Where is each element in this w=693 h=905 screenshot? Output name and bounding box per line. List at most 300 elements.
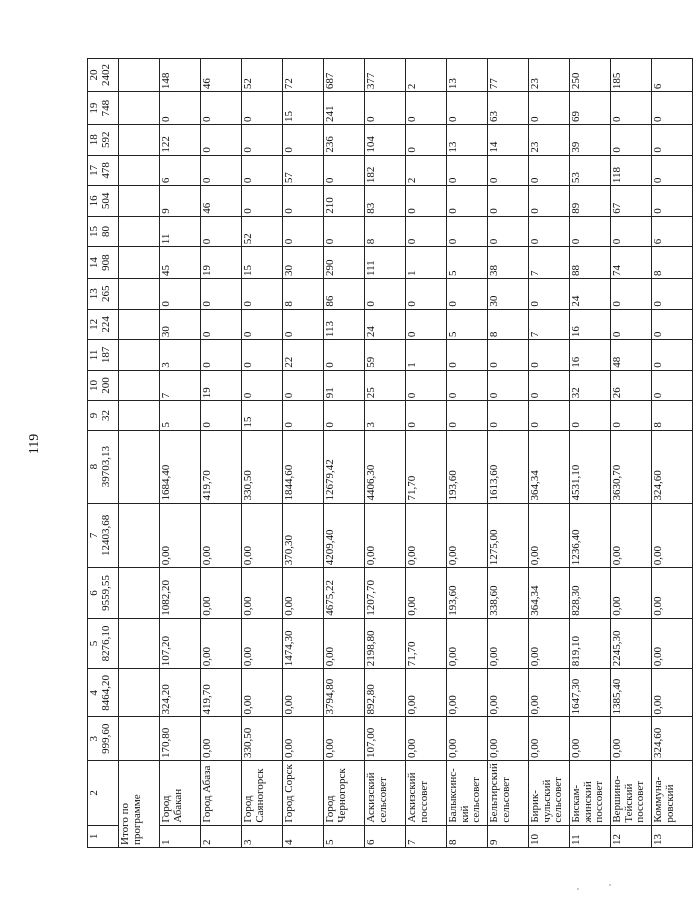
value-cell: 14 [488, 125, 529, 156]
total-cell [119, 59, 160, 92]
value-cell: 193,60 [447, 430, 488, 503]
value-cell: 45 [160, 247, 201, 279]
value-cell: 2245,30 [611, 618, 652, 669]
value-cell: 3794,80 [324, 669, 365, 717]
header-cell: 14 908 [88, 247, 119, 279]
total-cell [119, 186, 160, 217]
value-cell: 15 [242, 247, 283, 279]
row-name: Бирик- чульский сельсовет [529, 761, 570, 826]
scan-speck [577, 888, 579, 890]
page-number: 119 [27, 433, 42, 455]
row-name: Аскизский сельсовет [365, 761, 406, 826]
value-cell: 3630,70 [611, 430, 652, 503]
value-cell: 111 [365, 247, 406, 279]
value-cell: 0 [570, 216, 611, 247]
value-cell: 0,00 [283, 669, 324, 717]
value-cell: 1385,40 [611, 669, 652, 717]
row-number: 11 [570, 825, 611, 847]
value-cell: 330,50 [242, 717, 283, 761]
header-cell: 12 224 [88, 309, 119, 340]
total-cell [119, 92, 160, 125]
value-cell: 0,00 [447, 503, 488, 568]
row-number: 2 [201, 825, 242, 847]
value-cell: 0 [324, 401, 365, 430]
value-cell: 77 [488, 59, 529, 92]
value-cell: 0 [406, 92, 447, 125]
row-name: Город Абаза [201, 761, 242, 826]
value-cell: 687 [324, 59, 365, 92]
value-cell: 8 [488, 309, 529, 340]
value-cell: 377 [365, 59, 406, 92]
value-cell: 8 [652, 401, 693, 430]
value-cell: 290 [324, 247, 365, 279]
value-cell: 7 [529, 309, 570, 340]
value-cell: 69 [570, 92, 611, 125]
value-cell: 38 [488, 247, 529, 279]
value-cell: 15 [283, 92, 324, 125]
table-row [324, 59, 365, 848]
value-cell: 11 [160, 216, 201, 247]
value-cell: 32 [570, 370, 611, 401]
value-cell: 5 [447, 247, 488, 279]
value-cell: 0 [447, 92, 488, 125]
value-cell: 52 [242, 216, 283, 247]
value-cell: 26 [611, 370, 652, 401]
row-number: 13 [652, 825, 693, 847]
value-cell: 0 [611, 309, 652, 340]
value-cell: 24 [365, 309, 406, 340]
header-cell: 7 12403,68 [88, 503, 119, 568]
value-cell: 1844,60 [283, 430, 324, 503]
total-cell [119, 503, 160, 568]
value-cell: 8 [652, 247, 693, 279]
value-cell: 0,00 [201, 503, 242, 568]
value-cell: 1 [406, 247, 447, 279]
value-cell: 0,00 [652, 568, 693, 619]
value-cell: 0,00 [611, 717, 652, 761]
value-cell: 1613,60 [488, 430, 529, 503]
value-cell: 0 [447, 340, 488, 371]
value-cell: 0,00 [611, 503, 652, 568]
value-cell: 0 [529, 340, 570, 371]
value-cell: 0 [201, 309, 242, 340]
header-cell: 4 8464,20 [88, 669, 119, 717]
value-cell: 23 [529, 125, 570, 156]
value-cell: 0,00 [447, 669, 488, 717]
value-cell: 63 [488, 92, 529, 125]
total-cell [119, 370, 160, 401]
value-cell: 250 [570, 59, 611, 92]
header-cell: 9 32 [88, 401, 119, 430]
value-cell: 0,00 [406, 669, 447, 717]
value-cell: 0 [201, 125, 242, 156]
table-row [488, 59, 529, 848]
header-cell: 15 80 [88, 216, 119, 247]
value-cell: 46 [201, 186, 242, 217]
value-cell: 0 [242, 125, 283, 156]
header-row [88, 59, 119, 848]
value-cell: 9 [160, 186, 201, 217]
table-row [447, 59, 488, 848]
header-cell: 11 187 [88, 340, 119, 371]
value-cell: 23 [529, 59, 570, 92]
value-cell: 0,00 [160, 503, 201, 568]
value-cell: 892,80 [365, 669, 406, 717]
value-cell: 0 [283, 125, 324, 156]
value-cell: 0 [242, 155, 283, 186]
scan-speck [609, 884, 611, 886]
value-cell: 0,00 [201, 717, 242, 761]
value-cell: 1207,70 [365, 568, 406, 619]
row-name: Вершино- Тейский поссовет [611, 761, 652, 826]
value-cell: 364,34 [529, 430, 570, 503]
value-cell: 6 [652, 216, 693, 247]
value-cell: 0 [365, 279, 406, 310]
row-number: 1 [160, 825, 201, 847]
value-cell: 19 [201, 370, 242, 401]
value-cell: 4531,10 [570, 430, 611, 503]
value-cell: 0 [652, 186, 693, 217]
total-cell [119, 279, 160, 310]
value-cell: 0 [570, 401, 611, 430]
row-name: Город Абакан [160, 761, 201, 826]
value-cell: 0,00 [529, 717, 570, 761]
value-cell: 210 [324, 186, 365, 217]
value-cell: 0 [201, 155, 242, 186]
value-cell: 59 [365, 340, 406, 371]
value-cell: 0 [529, 155, 570, 186]
value-cell: 0 [406, 125, 447, 156]
value-cell: 0,00 [324, 618, 365, 669]
header-cell: 17 478 [88, 155, 119, 186]
value-cell: 0 [529, 216, 570, 247]
value-cell: 0 [529, 186, 570, 217]
value-cell: 330,50 [242, 430, 283, 503]
value-cell: 67 [611, 186, 652, 217]
value-cell: 0 [324, 216, 365, 247]
table-row [406, 59, 447, 848]
table-row [201, 59, 242, 848]
value-cell: 0 [201, 279, 242, 310]
value-cell: 6 [652, 59, 693, 92]
value-cell: 13 [447, 125, 488, 156]
value-cell: 0 [529, 370, 570, 401]
value-cell: 828,30 [570, 568, 611, 619]
value-cell: 0 [488, 216, 529, 247]
value-cell: 0,00 [242, 669, 283, 717]
value-cell: 0 [652, 155, 693, 186]
total-cell [119, 717, 160, 761]
value-cell: 0 [447, 401, 488, 430]
header-cell: 5 8276,10 [88, 618, 119, 669]
value-cell: 0 [324, 155, 365, 186]
value-cell: 12679,42 [324, 430, 365, 503]
table-row [529, 59, 570, 848]
value-cell: 0,00 [201, 618, 242, 669]
row-name: Аскизский поссовет [406, 761, 447, 826]
value-cell: 0 [447, 186, 488, 217]
value-cell: 1082,20 [160, 568, 201, 619]
value-cell: 148 [160, 59, 201, 92]
value-cell: 83 [365, 186, 406, 217]
value-cell: 0 [611, 279, 652, 310]
total-cell [119, 618, 160, 669]
value-cell: 15 [242, 401, 283, 430]
value-cell: 0 [611, 92, 652, 125]
value-cell: 89 [570, 186, 611, 217]
value-cell: 118 [611, 155, 652, 186]
value-cell: 0,00 [529, 669, 570, 717]
value-cell: 819,10 [570, 618, 611, 669]
row-name: Город Саяногорск [242, 761, 283, 826]
value-cell: 0,00 [652, 503, 693, 568]
value-cell: 0,00 [406, 568, 447, 619]
value-cell: 0 [488, 340, 529, 371]
value-cell: 104 [365, 125, 406, 156]
value-cell: 324,60 [652, 430, 693, 503]
value-cell: 0 [242, 186, 283, 217]
row-name: Бискам- жинский поссовет [570, 761, 611, 826]
value-cell: 0 [488, 155, 529, 186]
value-cell: 7 [529, 247, 570, 279]
row-name: Бельтирский сельсовет [488, 761, 529, 826]
value-cell: 236 [324, 125, 365, 156]
value-cell: 419,70 [201, 430, 242, 503]
value-cell: 113 [324, 309, 365, 340]
value-cell: 0 [283, 309, 324, 340]
value-cell: 71,70 [406, 430, 447, 503]
value-cell: 1 [406, 340, 447, 371]
header-cell: 3 999,60 [88, 717, 119, 761]
value-cell: 5 [160, 401, 201, 430]
value-cell: 182 [365, 155, 406, 186]
value-cell: 3 [365, 401, 406, 430]
value-cell: 72 [283, 59, 324, 92]
value-cell: 0 [447, 216, 488, 247]
row-number: 9 [488, 825, 529, 847]
value-cell: 0 [406, 309, 447, 340]
value-cell: 0 [406, 186, 447, 217]
value-cell: 0 [242, 370, 283, 401]
value-cell: 2 [406, 155, 447, 186]
value-cell: 0 [242, 92, 283, 125]
value-cell: 4209,40 [324, 503, 365, 568]
value-cell: 324,20 [160, 669, 201, 717]
value-cell: 0 [488, 186, 529, 217]
value-cell: 0,00 [488, 669, 529, 717]
value-cell: 338,60 [488, 568, 529, 619]
value-cell: 22 [283, 340, 324, 371]
row-number: 4 [283, 825, 324, 847]
value-cell: 1647,30 [570, 669, 611, 717]
value-cell: 0 [406, 279, 447, 310]
value-cell: 71,70 [406, 618, 447, 669]
value-cell: 324,60 [652, 717, 693, 761]
value-cell: 0 [447, 370, 488, 401]
row-number: 8 [447, 825, 488, 847]
value-cell: 1474,30 [283, 618, 324, 669]
value-cell: 13 [447, 59, 488, 92]
header-cell: 1 [88, 825, 119, 847]
value-cell: 0,00 [201, 568, 242, 619]
value-cell: 364,34 [529, 568, 570, 619]
header-cell: 18 592 [88, 125, 119, 156]
value-cell: 0 [160, 92, 201, 125]
value-cell: 0 [201, 340, 242, 371]
total-cell [119, 125, 160, 156]
value-cell: 185 [611, 59, 652, 92]
value-cell: 0 [652, 92, 693, 125]
value-cell: 0,00 [406, 717, 447, 761]
value-cell: 16 [570, 309, 611, 340]
value-cell: 0 [488, 370, 529, 401]
value-cell: 0,00 [652, 669, 693, 717]
value-cell: 0,00 [570, 717, 611, 761]
value-cell: 53 [570, 155, 611, 186]
value-cell: 0,00 [406, 503, 447, 568]
value-cell: 91 [324, 370, 365, 401]
value-cell: 0 [652, 370, 693, 401]
row-name: Город Сорск [283, 761, 324, 826]
value-cell: 0,00 [324, 717, 365, 761]
total-cell [119, 247, 160, 279]
table-row [160, 59, 201, 848]
value-cell: 0 [242, 279, 283, 310]
header-cell: 13 265 [88, 279, 119, 310]
value-cell: 0,00 [529, 618, 570, 669]
value-cell: 0 [488, 401, 529, 430]
total-cell [119, 568, 160, 619]
table-row [283, 59, 324, 848]
value-cell: 46 [201, 59, 242, 92]
value-cell: 48 [611, 340, 652, 371]
value-cell: 0 [160, 279, 201, 310]
value-cell: 0 [406, 401, 447, 430]
value-cell: 0 [242, 309, 283, 340]
header-cell: 16 504 [88, 186, 119, 217]
value-cell: 0 [365, 92, 406, 125]
value-cell: 0 [242, 340, 283, 371]
header-cell: 20 2402 [88, 59, 119, 92]
value-cell: 0,00 [242, 618, 283, 669]
value-cell: 0,00 [488, 618, 529, 669]
value-cell: 57 [283, 155, 324, 186]
value-cell: 107,20 [160, 618, 201, 669]
value-cell: 74 [611, 247, 652, 279]
value-cell: 0 [611, 216, 652, 247]
row-name: Коммуна- ровский [652, 761, 693, 826]
value-cell: 6 [160, 155, 201, 186]
value-cell: 0,00 [529, 503, 570, 568]
value-cell: 0,00 [283, 568, 324, 619]
table-row [611, 59, 652, 848]
value-cell: 30 [488, 279, 529, 310]
row-name: Город Черногорск [324, 761, 365, 826]
value-cell: 2198,80 [365, 618, 406, 669]
value-cell: 107,00 [365, 717, 406, 761]
value-cell: 0 [652, 125, 693, 156]
value-cell: 25 [365, 370, 406, 401]
value-cell: 0 [201, 216, 242, 247]
value-cell: 241 [324, 92, 365, 125]
value-cell: 3 [160, 340, 201, 371]
header-cell: 8 39703,13 [88, 430, 119, 503]
total-cell [119, 340, 160, 371]
total-cell [119, 155, 160, 186]
value-cell: 0 [529, 279, 570, 310]
value-cell: 1236,40 [570, 503, 611, 568]
value-cell: 0 [652, 340, 693, 371]
value-cell: 0 [201, 401, 242, 430]
value-cell: 1684,40 [160, 430, 201, 503]
value-cell: 1275,00 [488, 503, 529, 568]
value-cell: 0 [283, 216, 324, 247]
total-cell [119, 430, 160, 503]
row-number: 7 [406, 825, 447, 847]
value-cell: 88 [570, 247, 611, 279]
value-cell: 0 [283, 186, 324, 217]
value-cell: 30 [283, 247, 324, 279]
data-table [87, 58, 693, 848]
rotated-table-container [87, 58, 693, 848]
header-cell: 10 200 [88, 370, 119, 401]
value-cell: 5 [447, 309, 488, 340]
total-row [119, 59, 160, 848]
row-number: 10 [529, 825, 570, 847]
value-cell: 0 [652, 309, 693, 340]
value-cell: 8 [365, 216, 406, 247]
value-cell: 0 [201, 92, 242, 125]
value-cell: 0 [283, 401, 324, 430]
value-cell: 4675,22 [324, 568, 365, 619]
value-cell: 0,00 [611, 568, 652, 619]
value-cell: 39 [570, 125, 611, 156]
value-cell: 122 [160, 125, 201, 156]
value-cell: 0,00 [488, 717, 529, 761]
value-cell: 52 [242, 59, 283, 92]
total-cell [119, 309, 160, 340]
value-cell: 0 [447, 155, 488, 186]
value-cell: 170,80 [160, 717, 201, 761]
value-cell: 0 [529, 92, 570, 125]
value-cell: 0 [324, 340, 365, 371]
value-cell: 419,70 [201, 669, 242, 717]
table-row [242, 59, 283, 848]
value-cell: 86 [324, 279, 365, 310]
value-cell: 0 [447, 279, 488, 310]
total-cell [119, 401, 160, 430]
value-cell: 0,00 [283, 717, 324, 761]
header-cell: 2 [88, 761, 119, 826]
value-cell: 0,00 [242, 568, 283, 619]
value-cell: 4406,30 [365, 430, 406, 503]
value-cell: 0 [652, 279, 693, 310]
row-number: 12 [611, 825, 652, 847]
row-number: 6 [365, 825, 406, 847]
row-name: Балыксинс- кий сельсовет [447, 761, 488, 826]
value-cell: 0 [611, 401, 652, 430]
row-number: 3 [242, 825, 283, 847]
total-cell [119, 669, 160, 717]
value-cell: 16 [570, 340, 611, 371]
value-cell: 8 [283, 279, 324, 310]
value-cell: 0,00 [652, 618, 693, 669]
total-cell [119, 216, 160, 247]
value-cell: 370,30 [283, 503, 324, 568]
value-cell: 0 [611, 125, 652, 156]
row-number: 5 [324, 825, 365, 847]
total-label: Итого по программе [119, 761, 160, 848]
